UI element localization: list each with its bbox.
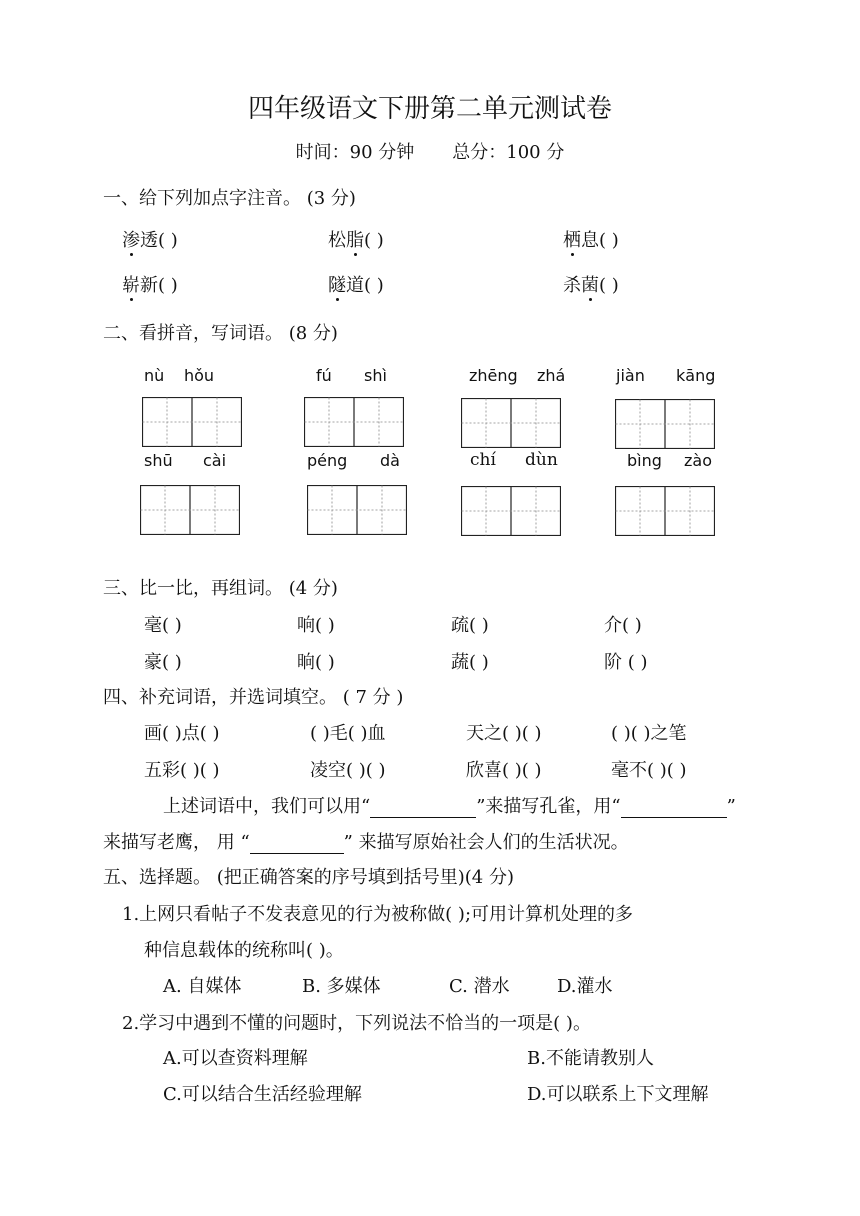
s4-item: ( )毛( )血 <box>310 723 386 744</box>
section-3-heading: 三、比一比，再组词。 (4 分) <box>103 578 338 599</box>
section-1-heading: 一、给下列加点字注音。 (3 分) <box>103 188 356 209</box>
s4-paragraph-line-2: 来描写老鹰， 用 “ ” 来描写原始社会人们的生活状况。 <box>103 832 629 853</box>
pinyin-2-a: fú <box>316 366 332 385</box>
tianzige-box[interactable] <box>461 486 561 536</box>
pinyin-6-a: péng <box>307 451 348 470</box>
s4-paragraph-line-1: 上述词语中，我们可以用“ ”来描写孔雀，用“ ” <box>163 796 736 817</box>
pinyin-3-b: zhá <box>537 366 566 385</box>
pinyin-4-a: jiàn <box>616 366 645 385</box>
answer-blank[interactable] <box>370 796 476 818</box>
s1-item-6: 杀菌( ) <box>563 275 619 296</box>
s3-item: 疏( ) <box>451 615 489 636</box>
q1-line-2: 种信息载体的统称叫( )。 <box>144 940 344 961</box>
pinyin-7-b: dùn <box>525 450 558 470</box>
pinyin-6-b: dà <box>380 451 400 470</box>
s3-item: 阶 ( ) <box>604 652 648 673</box>
section-4-heading: 四、补充词语，并选词填空。 ( 7 分 ) <box>103 687 404 708</box>
pinyin-3-a: zhēng <box>469 366 518 385</box>
exam-meta <box>0 138 860 164</box>
tianzige-box[interactable] <box>615 486 715 536</box>
s1-item-4: 崭新( ) <box>122 275 178 296</box>
s3-item: 响( ) <box>297 615 335 636</box>
s3-item: 晌( ) <box>297 652 335 673</box>
pinyin-5-a: shū <box>144 451 173 470</box>
q1-line-1: 1.上网只看帖子不发表意见的行为被称做( );可用计算机处理的多 <box>122 904 634 925</box>
s4-item: 欣喜( )( ) <box>466 760 542 781</box>
pinyin-8-a: bìng <box>627 451 662 470</box>
page-title: 四年级语文下册第二单元测试卷 <box>247 94 612 124</box>
s1-item-3: 栖息( ) <box>563 230 619 251</box>
s3-item: 毫( ) <box>144 615 182 636</box>
tianzige-box[interactable] <box>615 399 715 449</box>
tianzige-box[interactable] <box>142 397 242 447</box>
tianzige-box[interactable] <box>461 398 561 448</box>
s1-item-2: 松脂( ) <box>328 230 384 251</box>
pinyin-2-b: shì <box>364 366 387 385</box>
q2-option-a: A.可以查资料理解 <box>163 1048 308 1069</box>
q1-option-d: D.灌水 <box>557 976 613 997</box>
pinyin-7-a: chí <box>470 450 496 470</box>
answer-blank[interactable] <box>250 832 344 854</box>
s4-item: 毫不( )( ) <box>611 760 687 781</box>
q2-option-d: D.可以联系上下文理解 <box>527 1084 709 1105</box>
pinyin-5-b: cài <box>203 451 227 470</box>
s4-item: 画( )点( ) <box>144 723 220 744</box>
s4-item: 天之( )( ) <box>466 723 542 744</box>
time-label: 时间：90 分钟 <box>295 142 415 163</box>
q1-option-c: C. 潜水 <box>449 976 510 997</box>
tianzige-box[interactable] <box>307 485 407 535</box>
section-5-heading: 五、选择题。 (把正确答案的序号填到括号里)(4 分) <box>103 867 514 888</box>
q2-text: 2.学习中遇到不懂的问题时，下列说法不恰当的一项是( )。 <box>122 1013 591 1034</box>
q1-option-b: B. 多媒体 <box>302 976 381 997</box>
s4-item: 凌空( )( ) <box>310 760 386 781</box>
q1-option-a: A. 自媒体 <box>163 976 242 997</box>
tianzige-box[interactable] <box>140 485 240 535</box>
pinyin-4-b: kāng <box>676 366 716 385</box>
tianzige-box[interactable] <box>304 397 404 447</box>
score-label: 总分：100 分 <box>452 142 565 163</box>
pinyin-1-a: nù <box>144 366 165 385</box>
q2-option-c: C.可以结合生活经验理解 <box>163 1084 362 1105</box>
q2-option-b: B.不能请教别人 <box>527 1048 654 1069</box>
s3-item: 蔬( ) <box>451 652 489 673</box>
pinyin-1-b: hǒu <box>184 366 215 385</box>
section-2-heading: 二、看拼音，写词语。 (8 分) <box>103 323 338 344</box>
s3-item: 介( ) <box>604 615 642 636</box>
s1-item-1: 渗透( ) <box>122 230 178 251</box>
answer-blank[interactable] <box>621 796 727 818</box>
s3-item: 豪( ) <box>144 652 182 673</box>
s4-item: ( )( )之笔 <box>611 723 687 744</box>
pinyin-8-b: zào <box>684 451 712 470</box>
s1-item-5: 隧道( ) <box>328 275 384 296</box>
s4-item: 五彩( )( ) <box>144 760 220 781</box>
